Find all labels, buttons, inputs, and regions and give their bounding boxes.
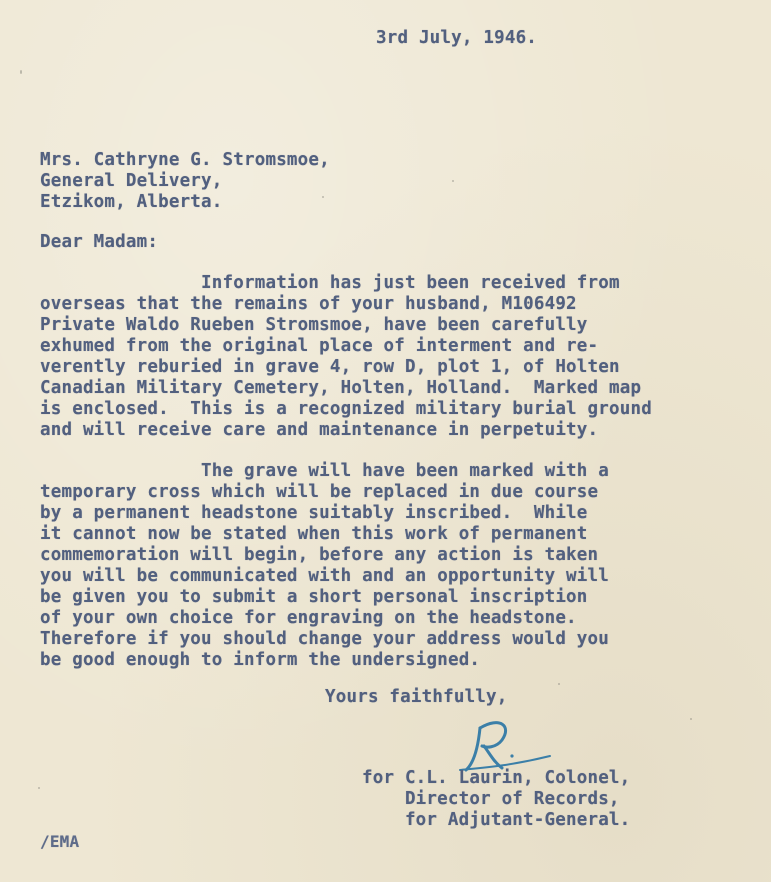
- body-line: The grave will have been marked with a: [40, 461, 610, 481]
- signature-line: for C.L. Laurin, Colonel,: [362, 768, 631, 788]
- body-line: overseas that the remains of your husband, M106492: [40, 294, 577, 314]
- body-line: it cannot now be stated when this work of permanent: [40, 524, 588, 544]
- paper-speck: [558, 683, 560, 685]
- typist-reference: /EMA: [40, 832, 80, 851]
- paper-speck: [20, 70, 22, 74]
- body-line: be good enough to inform the undersigned.: [40, 650, 481, 670]
- recipient-line: Mrs. Cathryne G. Stromsmoe,: [40, 150, 330, 170]
- body-line: is enclosed. This is a recognized military burial ground: [40, 399, 652, 419]
- recipient-line: General Delivery,: [40, 171, 223, 191]
- body-line: Private Waldo Rueben Stromsmoe, have been carefully: [40, 315, 588, 335]
- body-line: temporary cross which will be replaced in due course: [40, 482, 599, 502]
- body-line: be given you to submit a short personal inscription: [40, 587, 588, 607]
- body-line: you will be communicated with and an opportunity will: [40, 566, 610, 586]
- body-line: Information has just been received from: [40, 273, 620, 293]
- body-line: Canadian Military Cemetery, Holten, Holland. Marked map: [40, 378, 642, 398]
- body-line: and will receive care and maintenance in perpetuity.: [40, 420, 599, 440]
- letter-date: 3rd July, 1946.: [376, 28, 538, 48]
- recipient-line: Etzikom, Alberta.: [40, 192, 223, 212]
- paper-speck: [452, 180, 454, 182]
- body-line: by a permanent headstone suitably inscribed. While: [40, 503, 588, 523]
- paper-speck: [322, 196, 324, 198]
- body-line: Therefore if you should change your address would you: [40, 629, 610, 649]
- body-line: of your own choice for engraving on the headstone.: [40, 608, 577, 628]
- paper-speck: [38, 787, 40, 789]
- body-line: exhumed from the original place of interment and re-: [40, 336, 599, 356]
- paper-speck: [690, 718, 692, 720]
- closing: Yours faithfully,: [325, 687, 508, 707]
- salutation: Dear Madam:: [40, 232, 159, 252]
- signature-line: for Adjutant-General.: [362, 810, 631, 830]
- signature-line: Director of Records,: [362, 789, 620, 809]
- body-line: verently reburied in grave 4, row D, plot 1, of Holten: [40, 357, 620, 377]
- body-line: commemoration will begin, before any action is taken: [40, 545, 599, 565]
